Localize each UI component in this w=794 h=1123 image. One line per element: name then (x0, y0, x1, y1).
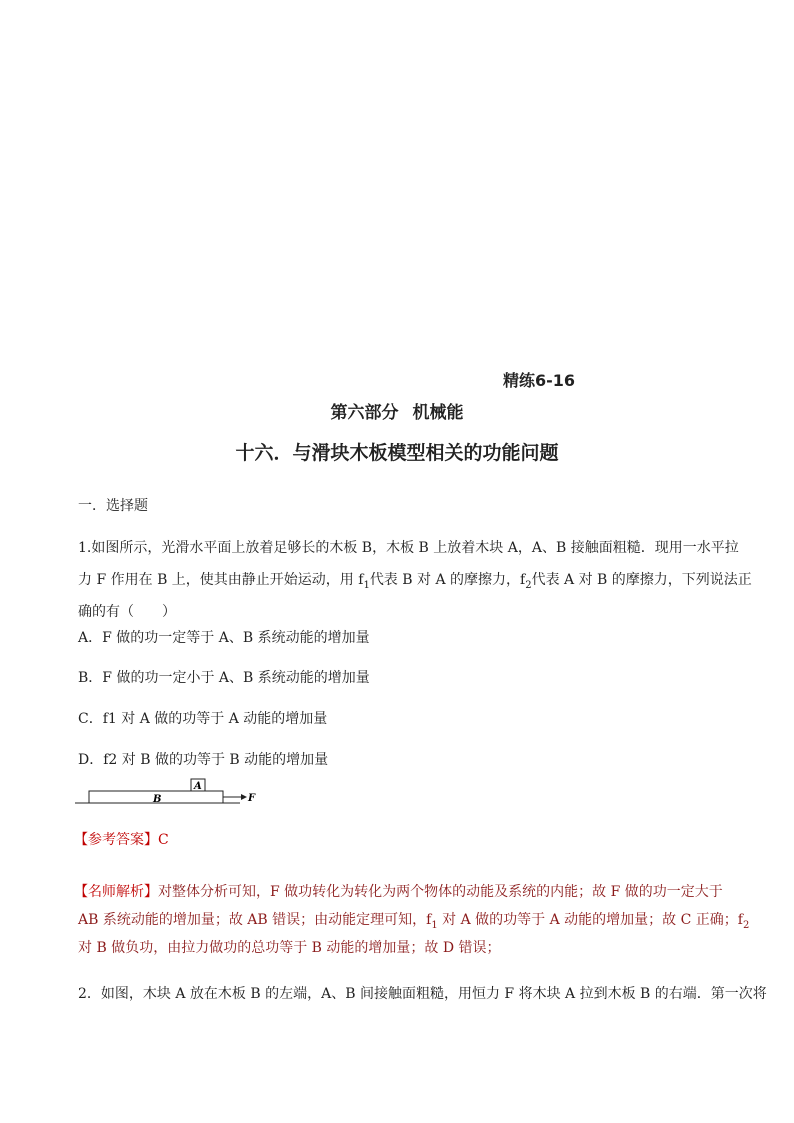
explanation-subscript-1: 1 (431, 919, 438, 931)
question1-line2 (78, 570, 752, 596)
question1-line2-part1: 力 F 作用在 B 上，使其由静止开始运动，用 f (78, 572, 364, 588)
question1-line2-part3: 代表 A 对 B 的摩擦力，下列说法正 (531, 572, 752, 588)
option-d: D．f2 对 B 做的功等于 B 动能的增加量 (78, 752, 329, 768)
explanation-subscript-2: 2 (742, 919, 750, 931)
question2-line1: 2．如图，木块 A 放在木板 B 的左端，A、B 间接触面粗糙，用恒力 F 将木块 A 拉到木板 B 的右端．第一次将 (78, 986, 767, 1002)
answer-value: C (158, 832, 169, 848)
question1-line3: 确的有（ ） (78, 604, 176, 620)
option-a: A．F 做的功一定等于 A、B 系统动能的增加量 (78, 630, 370, 646)
explanation-text2b: 对 A 做的功等于 A 动能的增加量；故 C 正确；f (437, 912, 743, 928)
explanation-line3: 对 B 做负功，由拉力做功的总功等于 B 动能的增加量；故 D 错误； (78, 940, 501, 956)
option-c: C．f1 对 A 做的功等于 A 动能的增加量 (78, 711, 328, 727)
option-b: B．F 做的功一定小于 A、B 系统动能的增加量 (78, 670, 370, 686)
explanation-line2 (78, 910, 749, 936)
part-topic: 机械能 (412, 403, 464, 423)
explanation-label: 【名师解析】 (74, 884, 158, 900)
answer (74, 829, 169, 849)
explanation-line1 (74, 882, 723, 902)
page-title: 十六．与滑块木板模型相关的功能问题 (235, 442, 559, 464)
subscript-1: 1 (363, 579, 370, 591)
subscript-2: 2 (525, 579, 532, 591)
block-board-figure (75, 778, 275, 808)
part-number: 第六部分 (330, 403, 399, 423)
board-b-label: B (153, 794, 162, 805)
section-heading: 一．选择题 (78, 498, 148, 514)
question1-line1: 1.如图所示，光滑水平面上放着足够长的木板 B，木板 B 上放着木块 A，A、B 接触面粗糙．现用一水平拉 (78, 540, 739, 556)
explanation-text2a: AB 系统动能的增加量；故 AB 错误；由动能定理可知，f (78, 912, 432, 928)
explanation-text1: 对整体分析可知，F 做功转化为转化为两个物体的动能及系统的内能；故 F 做的功一定大于 (158, 884, 723, 900)
answer-label: 【参考答案】 (74, 832, 158, 848)
part-heading (0, 398, 794, 423)
force-arrow-head (241, 794, 247, 800)
force-label: F (248, 793, 256, 804)
question1-line2-part2: 代表 B 对 A 的摩擦力，f (369, 572, 526, 588)
block-a-label: A (194, 781, 202, 792)
exercise-tag: 精练6-16 (503, 371, 576, 390)
